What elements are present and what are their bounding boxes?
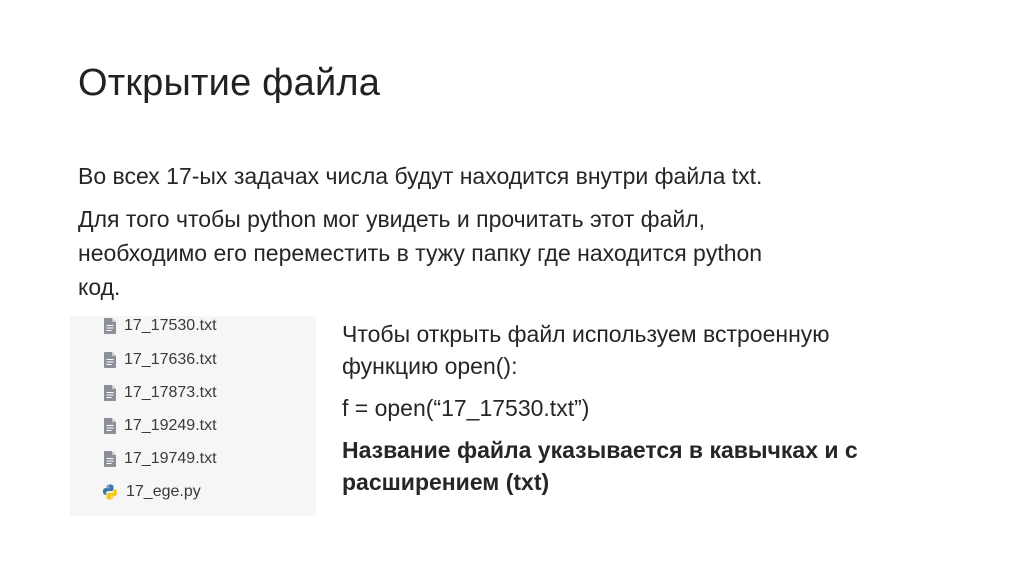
paragraph-instructions bbox=[78, 202, 938, 304]
paragraph-instructions-line: Для того чтобы python мог увидеть и прочитать этот файл, bbox=[78, 206, 706, 232]
document-icon bbox=[104, 418, 116, 434]
slide-title: Открытие файла bbox=[78, 62, 381, 104]
paragraph-instructions-line: необходимо его переместить в тужу папку где находится python bbox=[78, 240, 763, 266]
paragraph-instructions-line: код. bbox=[78, 274, 121, 300]
python-icon bbox=[102, 484, 118, 500]
note-bold-line: расширением (txt) bbox=[342, 469, 550, 495]
file-name: 17_ege.py bbox=[126, 483, 201, 500]
code-example: f = open(“17_17530.txt”) bbox=[342, 395, 590, 421]
file-list-item[interactable] bbox=[104, 414, 217, 438]
file-list-screenshot bbox=[70, 316, 316, 516]
file-name: 17_17530.txt bbox=[124, 317, 217, 334]
explanation-block bbox=[342, 318, 942, 498]
file-list-item[interactable] bbox=[104, 314, 217, 338]
document-icon bbox=[104, 451, 116, 467]
document-icon bbox=[104, 318, 116, 334]
file-list-item[interactable] bbox=[104, 348, 217, 372]
note-bold-line: Название файла указывается в кавычках и с bbox=[342, 437, 858, 463]
explanation-line: функцию open(): bbox=[342, 353, 518, 379]
file-list-item[interactable] bbox=[104, 447, 217, 471]
paragraph-intro: Во всех 17-ых задачах числа будут находится внутри файла txt. bbox=[78, 163, 763, 189]
file-list-item[interactable] bbox=[104, 381, 217, 405]
file-name: 17_19749.txt bbox=[124, 450, 217, 467]
document-icon bbox=[104, 352, 116, 368]
explanation-line: Чтобы открыть файл используем встроенную bbox=[342, 321, 830, 347]
document-icon bbox=[104, 385, 116, 401]
file-name: 17_17873.txt bbox=[124, 384, 217, 401]
file-list-item[interactable] bbox=[104, 480, 201, 504]
file-name: 17_17636.txt bbox=[124, 351, 217, 368]
file-name: 17_19249.txt bbox=[124, 417, 217, 434]
